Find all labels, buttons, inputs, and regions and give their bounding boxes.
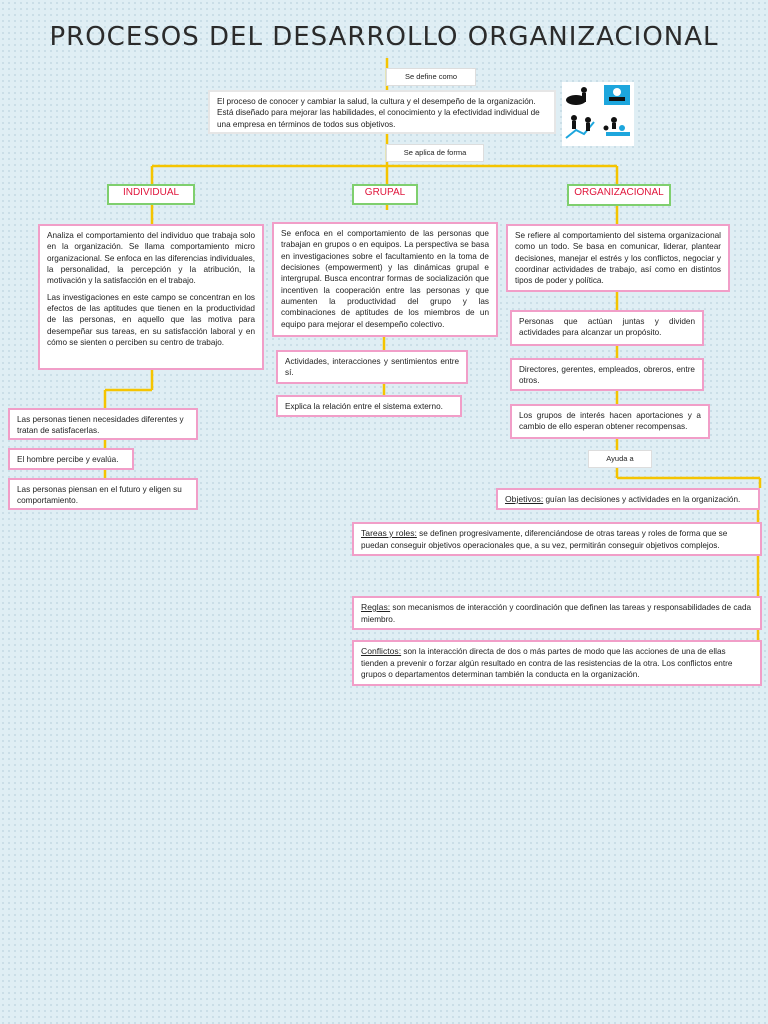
ayuda-term: Conflictos:: [361, 646, 402, 656]
branch-organizacional-header: ORGANIZACIONAL: [567, 184, 671, 206]
connector-se-aplica-de-forma: Se aplica de forma: [386, 144, 484, 162]
ayuda-text: son la interacción directa de dos o más partes de modo que las acciones de una de ellas tienden a prevenir o forzar algún resultado en contra de las resistencias de la otra. Los conflictos entre grupos o departamentos determinan también la conducta en la organización.: [361, 647, 733, 680]
people-teamwork-icon: [566, 87, 587, 105]
ayuda-term: Reglas:: [361, 602, 391, 612]
grupal-item-2: Explica la relación entre el sistema externo.: [276, 395, 462, 417]
ayuda-conflictos: [352, 640, 762, 686]
ayuda-text: guían las decisiones y actividades en la organización.: [545, 495, 741, 504]
organizacional-item-3: Los grupos de interés hacen aportaciones y a cambio de ello esperan obtener recompensas.: [510, 404, 710, 439]
individual-item-3: Las personas piensan en el futuro y eligen su comportamiento.: [8, 478, 198, 510]
collaboration-icon: [604, 117, 631, 136]
definition-text: El proceso de conocer y cambiar la salud, la cultura y el desempeño de la organización. Está diseñado para mejorar las habilidades, el conocimiento y la efectividad individual de una empresa en términos de todos sus objetivos.: [217, 97, 540, 129]
ayuda-text: son mecanismos de interacción y coordinación que definen las tareas y responsabilidades de cada miembro.: [361, 603, 752, 624]
ayuda-term: Objetivos:: [505, 494, 544, 504]
ayuda-reglas: [352, 596, 762, 630]
connector-ayuda-a: Ayuda a: [588, 450, 652, 468]
illustration-icons: [562, 82, 634, 146]
business-meeting-icon: [604, 85, 630, 105]
ayuda-tareas-roles: [352, 522, 762, 556]
ayuda-term: Tareas y roles:: [361, 528, 417, 538]
individual-paragraph-2: Las investigaciones en este campo se concentran en los efectos de las aptitudes que tienen en la productividad de las personas, en aquello que las motiva para desempeñar sus tareas, en su satisfacción laboral y en cómo se sienten o perciben su centro de trabajo.: [47, 292, 255, 347]
organizacional-item-2: Directores, gerentes, empleados, obreros, entre otros.: [510, 358, 704, 391]
page-title: PROCESOS DEL DESARROLLO ORGANIZACIONAL: [49, 22, 719, 52]
branch-individual-header: INDIVIDUAL: [107, 184, 195, 205]
ayuda-objetivos: [496, 488, 760, 510]
definition-box: [208, 90, 556, 134]
individual-item-2: El hombre percibe y evalúa.: [8, 448, 134, 470]
organizacional-item-1: Personas que actúan juntas y dividen actividades para alcanzar un propósito.: [510, 310, 704, 346]
branch-grupal-header: GRUPAL: [352, 184, 418, 205]
individual-description: [38, 224, 264, 370]
growth-chart-icon: [566, 115, 594, 138]
grupal-item-1: Actividades, interacciones y sentimientos entre sí.: [276, 350, 468, 384]
individual-item-1: Las personas tienen necesidades diferentes y tratan de satisfacerlas.: [8, 408, 198, 440]
individual-paragraph-1: Analiza el comportamiento del individuo que trabaja solo en la organización. Se llama comportamiento micro organizacional. Se enfoca en las diferencias individuales, la personalidad, la percepción y la atribución, la motivación y la satisfacción en el trabajo.: [47, 231, 255, 286]
organizacional-description: Se refiere al comportamiento del sistema organizacional como un todo. Se basa en comunicar, liderar, plantear decisiones, manejar el estrés y los conflictos, negociar y coordinar actividades de trabajo, así como en distintos tipos de poder y política.: [506, 224, 730, 292]
grupal-description: Se enfoca en el comportamiento de las personas que trabajan en grupos o en equipos. La perspectiva se basa en investigaciones sobre el facultamiento en la toma de decisiones (empowerment) y las dinámicas grupal e intergrupal. Busca encontrar formas de socialización que incentiven la cooperación entre las personas y que aumenten la productividad del grupo y las combinaciones de aptitudes de los miembros de un equipo para mejorar el desempeño colectivo.: [272, 222, 498, 337]
connector-se-define-como: Se define como: [386, 68, 476, 86]
ayuda-text: se definen progresivamente, diferenciándose de otras tareas y roles de forma que se puedan conseguir objetivos operacionales que, a su vez, permitirán conseguir objetivos complejos.: [361, 529, 728, 550]
